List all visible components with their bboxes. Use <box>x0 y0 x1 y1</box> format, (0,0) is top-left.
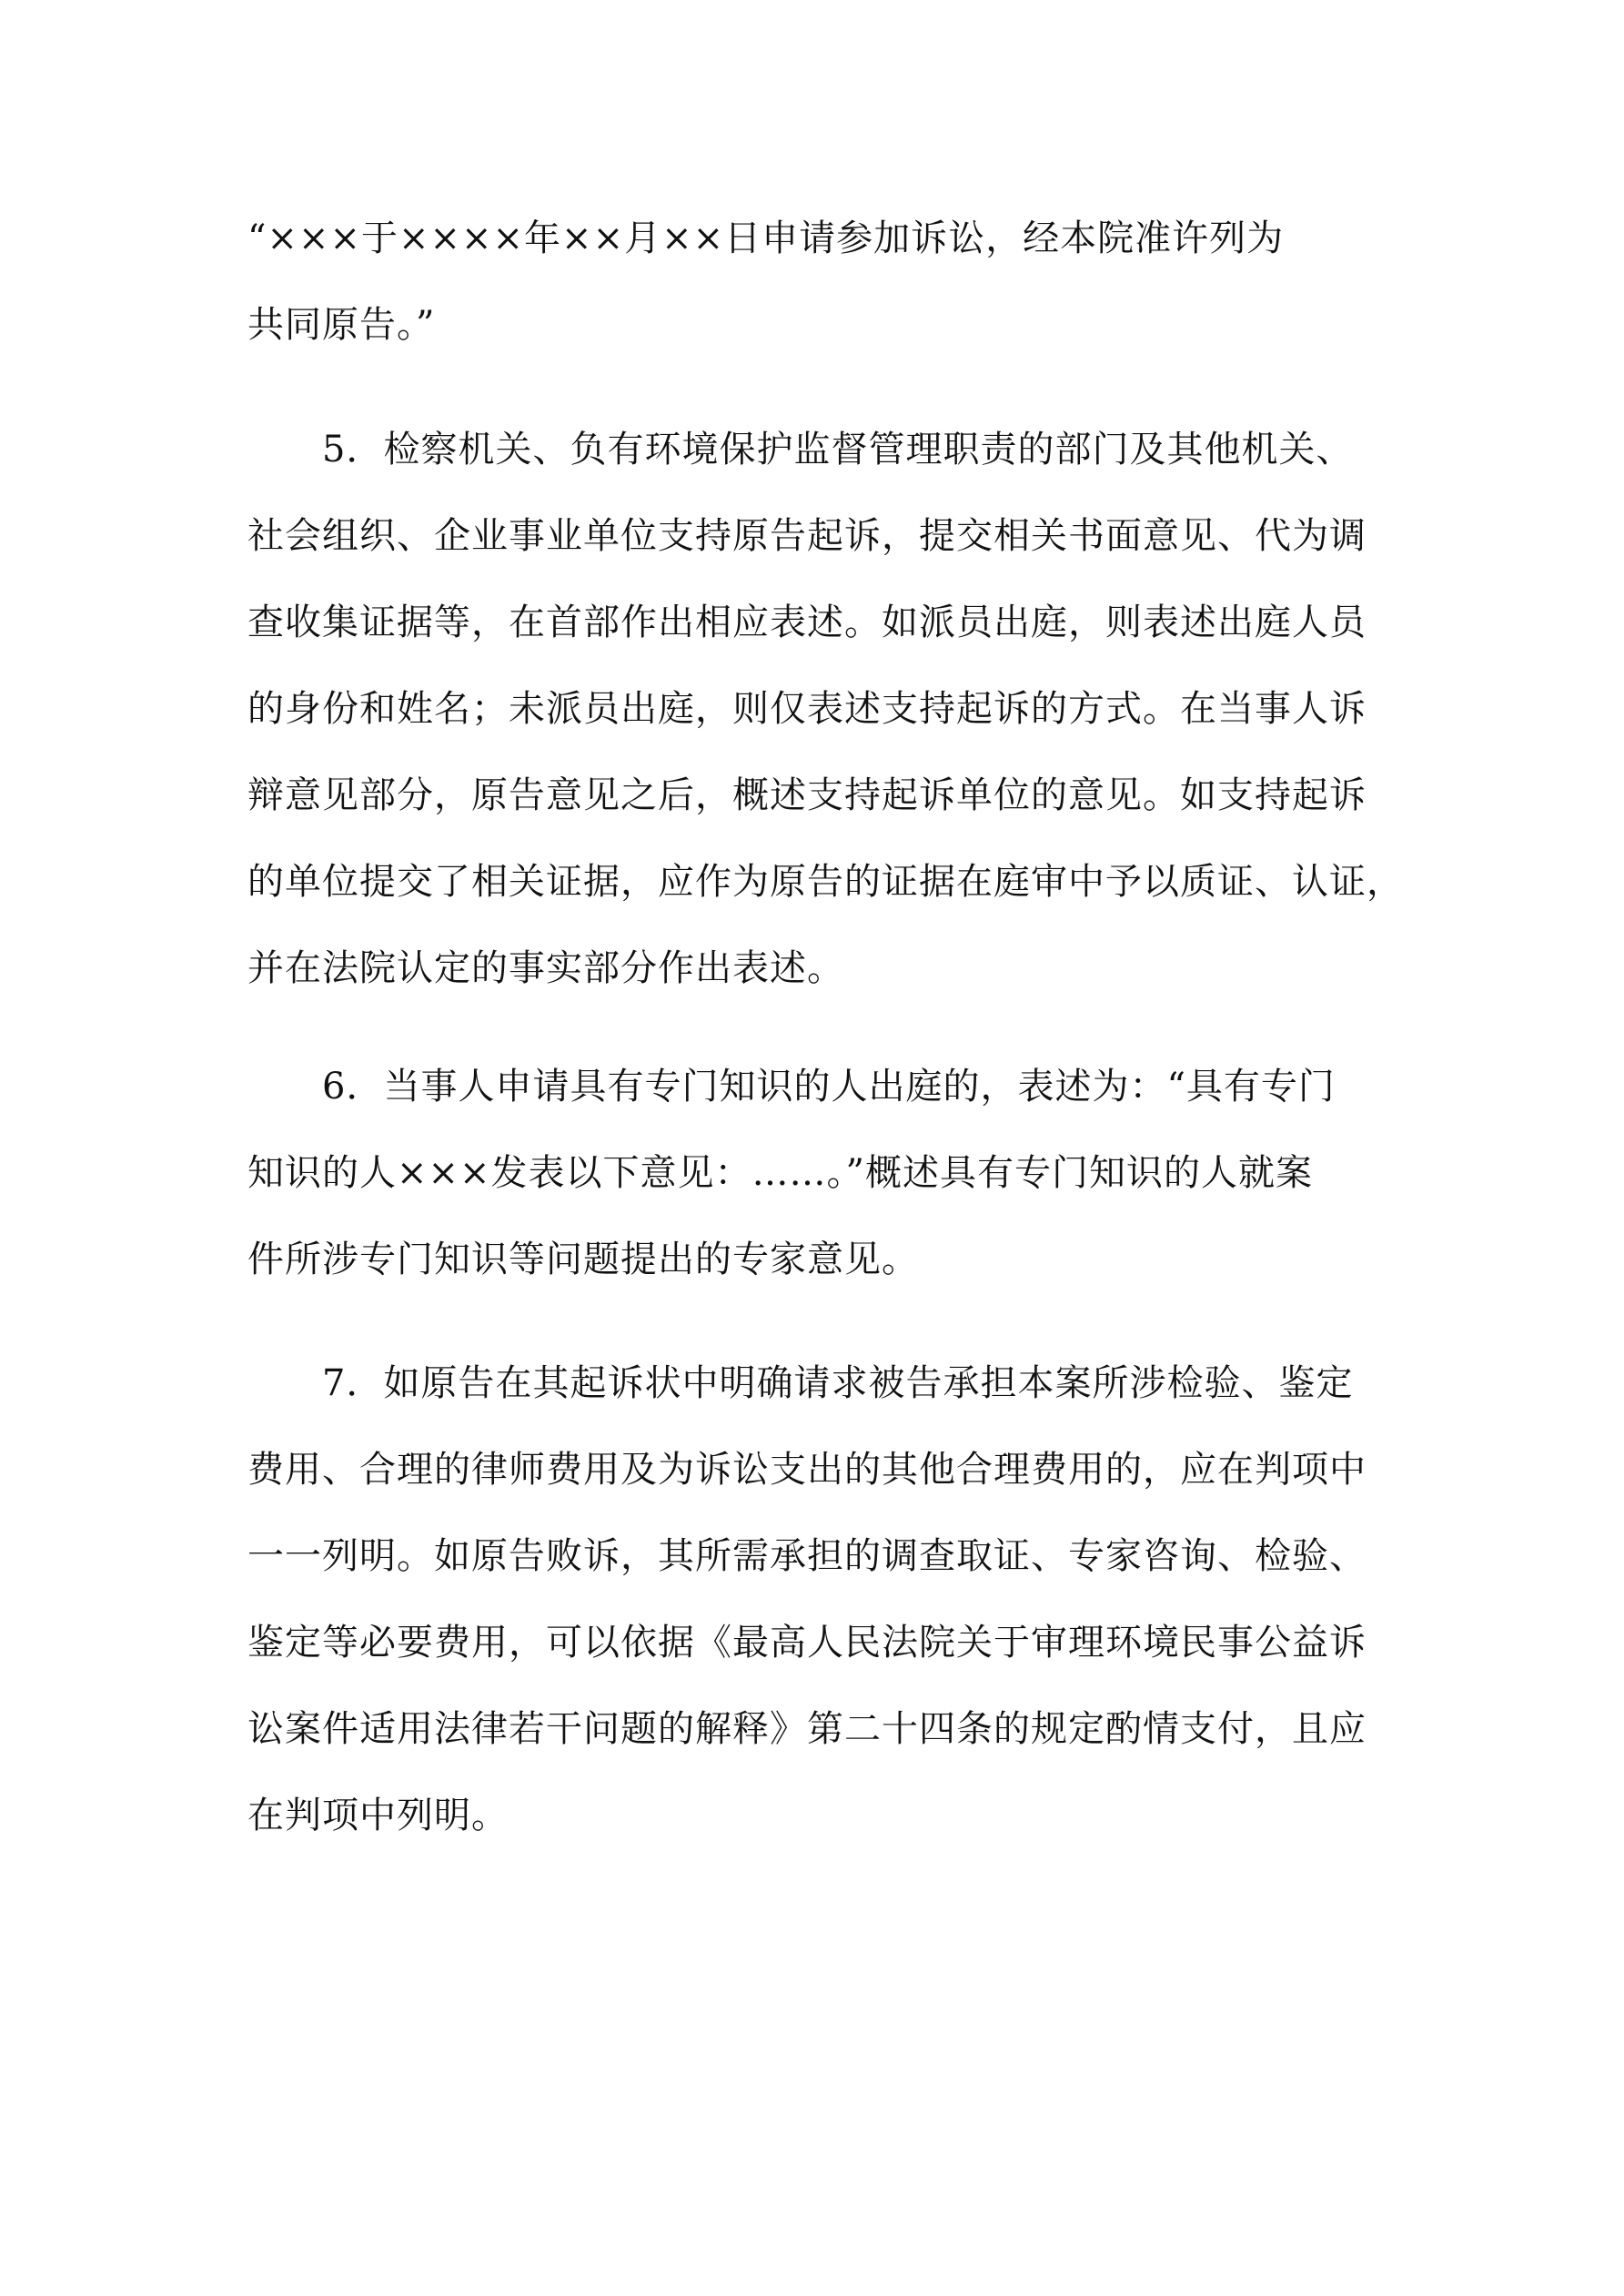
text-line: 件所涉专门知识等问题提出的专家意见。 <box>247 1239 919 1280</box>
text-line: 并在法院认定的事实部分作出表述。 <box>247 947 844 989</box>
paragraph-item-6 <box>247 1044 1394 1303</box>
text-line: 费用、合理的律师费用及为诉讼支出的其他合理费用的，应在判项中 <box>247 1449 1367 1491</box>
text-line: 一一列明。如原告败诉，其所需承担的调查取证、专家咨询、检验、 <box>247 1535 1367 1577</box>
text-line: 7．如原告在其起诉状中明确请求被告承担本案所涉检验、鉴定 <box>247 1362 1354 1404</box>
text-line: 的身份和姓名；未派员出庭，则仅表述支持起诉的方式。在当事人诉 <box>247 688 1367 730</box>
text-line: 在判项中列明。 <box>247 1795 509 1836</box>
text-line: 社会组织、企业事业单位支持原告起诉，提交相关书面意见、代为调 <box>247 515 1367 557</box>
paragraph-item-7 <box>247 1340 1394 1859</box>
text-line: 辩意见部分，原告意见之后，概述支持起诉单位的意见。如支持起诉 <box>247 774 1367 816</box>
text-line: “×××于××××年××月××日申请参加诉讼，经本院准许列为 <box>247 217 1285 259</box>
text-line: 5．检察机关、负有环境保护监督管理职责的部门及其他机关、 <box>247 429 1354 470</box>
text-line: 查收集证据等，在首部作出相应表述。如派员出庭，则表述出庭人员 <box>247 602 1367 643</box>
text-line: 6．当事人申请具有专门知识的人出庭的，表述为：“具有专门 <box>247 1066 1336 1108</box>
intro-paragraph <box>247 196 1394 369</box>
text-line: 的单位提交了相关证据，应作为原告的证据在庭审中予以质证、认证， <box>247 861 1404 903</box>
text-line: 共同原告。” <box>247 304 436 346</box>
text-line: 鉴定等必要费用，可以依据《最高人民法院关于审理环境民事公益诉 <box>247 1622 1367 1664</box>
paragraph-item-5 <box>247 407 1404 1012</box>
text-line: 讼案件适用法律若干问题的解释》第二十四条的规定酌情支付，且应 <box>247 1708 1367 1750</box>
text-line: 知识的人×××发表以下意见：……。”概述具有专门知识的人就案 <box>247 1152 1313 1194</box>
